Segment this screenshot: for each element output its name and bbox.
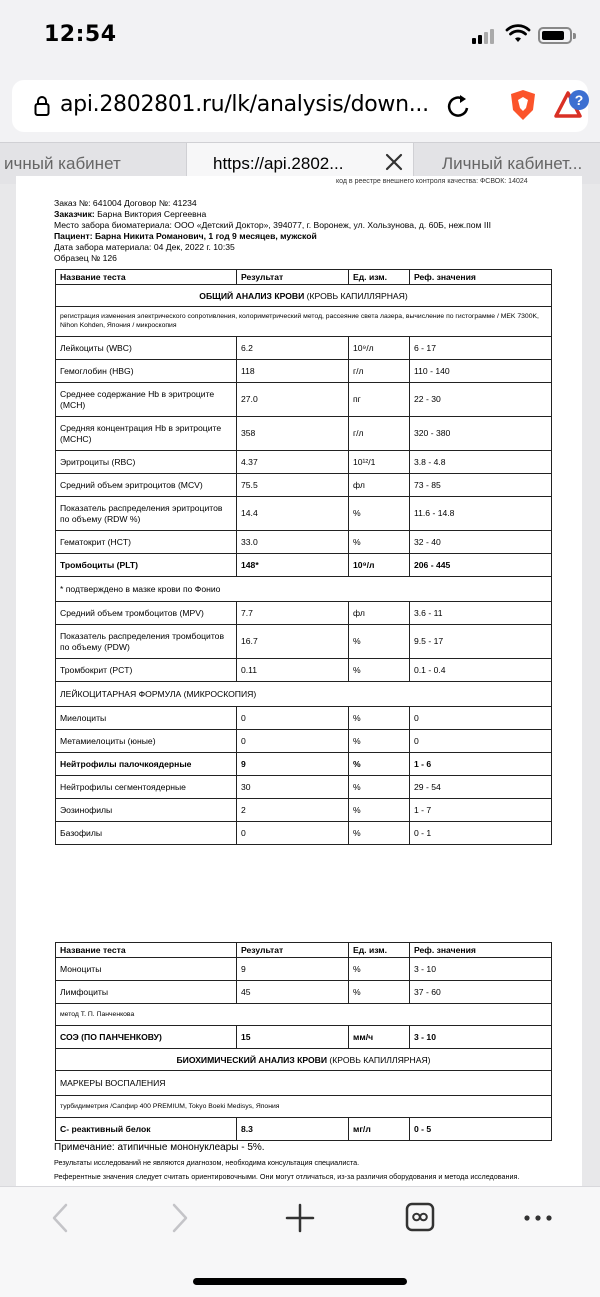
test-unit: % <box>349 799 410 822</box>
tabs-overview-icon[interactable] <box>404 1200 436 1234</box>
method-crp: турбидиметрия /Сапфир 400 PREMIUM, Tokyo Boeki Medisys, Япония <box>56 1096 552 1118</box>
test-name: Средняя концентрация Hb в эритроците (MCHC) <box>56 417 237 451</box>
table-row <box>56 625 552 659</box>
test-unit: % <box>349 958 410 981</box>
test-result: 0 <box>237 730 349 753</box>
test-name: Базофилы <box>56 822 237 845</box>
customer-line <box>54 209 206 220</box>
table-row <box>56 799 552 822</box>
markers-title: МАРКЕРЫ ВОСПАЛЕНИЯ <box>56 1071 552 1096</box>
plt-note-row <box>56 577 552 602</box>
results-table-page2 <box>55 942 552 1141</box>
table-row <box>56 360 552 383</box>
test-unit: % <box>349 531 410 554</box>
test-ref: 320 - 380 <box>410 417 552 451</box>
markers-row <box>56 1071 552 1096</box>
section-leuko: ЛЕЙКОЦИТАРНАЯ ФОРМУЛА (МИКРОСКОПИЯ) <box>56 682 552 707</box>
date-line: Дата забора материала: 04 Дек, 2022 г. 10:35 <box>54 242 235 252</box>
test-ref: 1 - 7 <box>410 799 552 822</box>
test-name: Нейтрофилы палочкоядерные <box>56 753 237 776</box>
order-line: Заказ №: 641004 Договор №: 41234 <box>54 198 197 208</box>
test-ref: 3.8 - 4.8 <box>410 451 552 474</box>
cellular-signal-icon <box>472 28 498 44</box>
test-ref: 0.1 - 0.4 <box>410 659 552 682</box>
url-text[interactable]: api.2802801.ru/lk/analysis/down... <box>60 92 429 117</box>
table-row <box>56 497 552 531</box>
col-result-header: Результат <box>237 270 349 285</box>
test-result: 8.3 <box>237 1118 349 1141</box>
test-ref: 0 - 1 <box>410 822 552 845</box>
table-header-row <box>56 943 552 958</box>
test-result: 0 <box>237 707 349 730</box>
tab-active[interactable]: https://api.2802... <box>186 143 414 185</box>
test-result: 0 <box>237 822 349 845</box>
test-result: 33.0 <box>237 531 349 554</box>
test-unit: фл <box>349 474 410 497</box>
test-name: Лейкоциты (WBC) <box>56 337 237 360</box>
test-ref: 3 - 10 <box>410 1026 552 1049</box>
test-name: Тромбоциты (PLT) <box>56 554 237 577</box>
test-result: 9 <box>237 958 349 981</box>
test-ref: 73 - 85 <box>410 474 552 497</box>
section-bio <box>56 1049 552 1071</box>
col-ref-header: Реф. значения <box>410 943 552 958</box>
remark-atypical: Примечание: атипичные мононуклеары - 5%. <box>54 1142 265 1153</box>
test-unit: % <box>349 497 410 531</box>
test-ref: 0 <box>410 730 552 753</box>
test-result: 14.4 <box>237 497 349 531</box>
table-row <box>56 730 552 753</box>
test-ref: 3 - 10 <box>410 958 552 981</box>
sample-line: Образец № 126 <box>54 253 117 263</box>
remark-reference: Референтные значения следует считать ориентировочными. Они могут отличаться, из-за различия оборудования и метода исследования. <box>54 1172 520 1181</box>
method-crp-row <box>56 1096 552 1118</box>
test-unit: % <box>349 981 410 1004</box>
test-result: 7.7 <box>237 602 349 625</box>
reload-icon[interactable] <box>446 92 472 120</box>
test-result: 118 <box>237 360 349 383</box>
table-row <box>56 981 552 1004</box>
address-bar[interactable] <box>12 80 588 132</box>
test-ref: 37 - 60 <box>410 981 552 1004</box>
test-ref: 22 - 30 <box>410 383 552 417</box>
extension-warning-icon[interactable] <box>554 88 590 122</box>
test-name: Нейтрофилы сегментоядерные <box>56 776 237 799</box>
close-tab-icon[interactable] <box>384 152 404 172</box>
test-unit: % <box>349 625 410 659</box>
table-row <box>56 958 552 981</box>
test-name: Среднее содержание Hb в эритроците (MCH) <box>56 383 237 417</box>
test-unit: фл <box>349 602 410 625</box>
section-cbc-title: ОБЩИЙ АНАЛИЗ КРОВИ <box>199 290 305 301</box>
col-result-header: Результат <box>237 943 349 958</box>
test-name: Гематокрит (HCT) <box>56 531 237 554</box>
section-bio-title: БИОХИМИЧЕСКИЙ АНАЛИЗ КРОВИ <box>176 1054 328 1065</box>
test-result: 27.0 <box>237 383 349 417</box>
section-cbc <box>56 285 552 307</box>
col-ref-header: Реф. значения <box>410 270 552 285</box>
lock-icon <box>34 96 50 116</box>
test-name: Эритроциты (RBC) <box>56 451 237 474</box>
test-ref: 11.6 - 14.8 <box>410 497 552 531</box>
wifi-icon <box>506 25 530 43</box>
customer-label: Заказчик: <box>54 209 95 219</box>
plt-note: * подтверждено в мазке крови по Фонио <box>56 577 552 602</box>
test-unit: г/л <box>349 360 410 383</box>
test-result: 358 <box>237 417 349 451</box>
table-row <box>56 776 552 799</box>
test-name: Средний объем эритроцитов (MCV) <box>56 474 237 497</box>
test-ref: 29 - 54 <box>410 776 552 799</box>
section-bio-subtitle: (КРОВЬ КАПИЛЛЯРНАЯ) <box>327 1054 431 1065</box>
status-bar <box>0 0 600 70</box>
test-unit: мг/л <box>349 1118 410 1141</box>
section-cbc-subtitle: (КРОВЬ КАПИЛЛЯРНАЯ) <box>304 290 408 301</box>
test-ref: 32 - 40 <box>410 531 552 554</box>
table-row <box>56 707 552 730</box>
new-tab-plus-icon[interactable] <box>284 1201 316 1235</box>
test-result: 75.5 <box>237 474 349 497</box>
lab-registry-header: код в реестре внешнего контроля качества: ФСВОК: 14024 <box>336 178 528 185</box>
test-result: 0.11 <box>237 659 349 682</box>
tab-previous[interactable]: ичный кабинет <box>4 154 121 173</box>
results-table-page1 <box>55 269 552 845</box>
test-unit: 10⁹/л <box>349 337 410 360</box>
location-line: Место забора биоматериала: ООО «Детский Доктор», 394077, г. Воронеж, ул. Хользунова, д. 60Б, неж.пом III <box>54 220 492 230</box>
test-result: 9 <box>237 753 349 776</box>
test-name: Показатель распределения тромбоцитов по объему (PDW) <box>56 625 237 659</box>
table-row <box>56 337 552 360</box>
test-ref: 110 - 140 <box>410 360 552 383</box>
pdf-viewer[interactable] <box>0 178 600 1186</box>
patient-name: Барна Никита Романович, 1 год 9 месяцев, мужской <box>94 231 317 241</box>
table-row-abnormal <box>56 1026 552 1049</box>
test-ref: 9.5 - 17 <box>410 625 552 659</box>
test-result: 6.2 <box>237 337 349 360</box>
test-result: 15 <box>237 1026 349 1049</box>
forward-icon[interactable] <box>168 1201 192 1235</box>
test-unit: % <box>349 707 410 730</box>
method-esr: метод Т. П. Панченкова <box>56 1004 552 1026</box>
method-cbc: регистрация изменения электрического сопротивления, колориметрический метод, рассеяние света лазера, вычисление по гистограмме / MEK 7300K, Nihon Kohden, Япония / микроскопия <box>56 307 552 337</box>
remark-diagnosis: Результаты исследований не являются диагнозом, необходима консультация специалиста. <box>54 1158 360 1167</box>
test-result: 16.7 <box>237 625 349 659</box>
table-row <box>56 474 552 497</box>
back-icon[interactable] <box>48 1201 72 1235</box>
test-ref: 0 <box>410 707 552 730</box>
test-result: 2 <box>237 799 349 822</box>
test-unit: % <box>349 776 410 799</box>
more-menu-icon[interactable] <box>522 1201 554 1235</box>
table-row <box>56 451 552 474</box>
pdf-page-2 <box>16 914 582 1204</box>
table-row <box>56 659 552 682</box>
home-indicator[interactable] <box>193 1278 407 1285</box>
table-row <box>56 822 552 845</box>
test-unit: % <box>349 822 410 845</box>
battery-icon <box>538 27 572 44</box>
method-esr-row <box>56 1004 552 1026</box>
test-name: Показатель распределения эритроцитов по объему (RDW %) <box>56 497 237 531</box>
test-ref: 3.6 - 11 <box>410 602 552 625</box>
table-row-abnormal <box>56 753 552 776</box>
test-name: Гемоглобин (HBG) <box>56 360 237 383</box>
patient-label: Пациент: <box>54 231 93 241</box>
test-result: 45 <box>237 981 349 1004</box>
test-unit: % <box>349 730 410 753</box>
clock: 12:54 <box>44 22 117 47</box>
method-cbc-row <box>56 307 552 337</box>
extension-badge: ? <box>574 92 584 108</box>
customer-name: Барна Виктория Сергеевна <box>97 209 207 219</box>
test-name: Тромбокрит (PCT) <box>56 659 237 682</box>
test-ref: 0 - 5 <box>410 1118 552 1141</box>
test-unit: 10⁹/л <box>349 554 410 577</box>
test-result: 30 <box>237 776 349 799</box>
test-name: Лимфоциты <box>56 981 237 1004</box>
test-name: Средний объем тромбоцитов (MPV) <box>56 602 237 625</box>
test-result: 4.37 <box>237 451 349 474</box>
test-ref: 1 - 6 <box>410 753 552 776</box>
table-row <box>56 383 552 417</box>
section-leuko-row <box>56 682 552 707</box>
test-unit: г/л <box>349 417 410 451</box>
brave-shield-icon[interactable] <box>508 88 538 122</box>
test-name: СОЭ (ПО ПАНЧЕНКОВУ) <box>56 1026 237 1049</box>
test-unit: пг <box>349 383 410 417</box>
table-row <box>56 531 552 554</box>
test-ref: 206 - 445 <box>410 554 552 577</box>
test-name: Метамиелоциты (юные) <box>56 730 237 753</box>
test-name: Моноциты <box>56 958 237 981</box>
col-name-header: Название теста <box>56 270 237 285</box>
test-unit: мм/ч <box>349 1026 410 1049</box>
table-header-row <box>56 270 552 285</box>
col-unit-header: Ед. изм. <box>349 943 410 958</box>
test-name: С- реактивный белок <box>56 1118 237 1141</box>
test-name: Миелоциты <box>56 707 237 730</box>
test-unit: % <box>349 753 410 776</box>
test-name: Эозинофилы <box>56 799 237 822</box>
table-row <box>56 417 552 451</box>
test-result: 148* <box>237 554 349 577</box>
test-ref: 6 - 17 <box>410 337 552 360</box>
test-unit: % <box>349 659 410 682</box>
table-row <box>56 602 552 625</box>
table-row-abnormal <box>56 554 552 577</box>
col-name-header: Название теста <box>56 943 237 958</box>
table-row-abnormal <box>56 1118 552 1141</box>
tab-next[interactable]: Личный кабинет... <box>442 154 583 173</box>
test-unit: 10¹²/1 <box>349 451 410 474</box>
col-unit-header: Ед. изм. <box>349 270 410 285</box>
patient-line <box>54 231 317 242</box>
